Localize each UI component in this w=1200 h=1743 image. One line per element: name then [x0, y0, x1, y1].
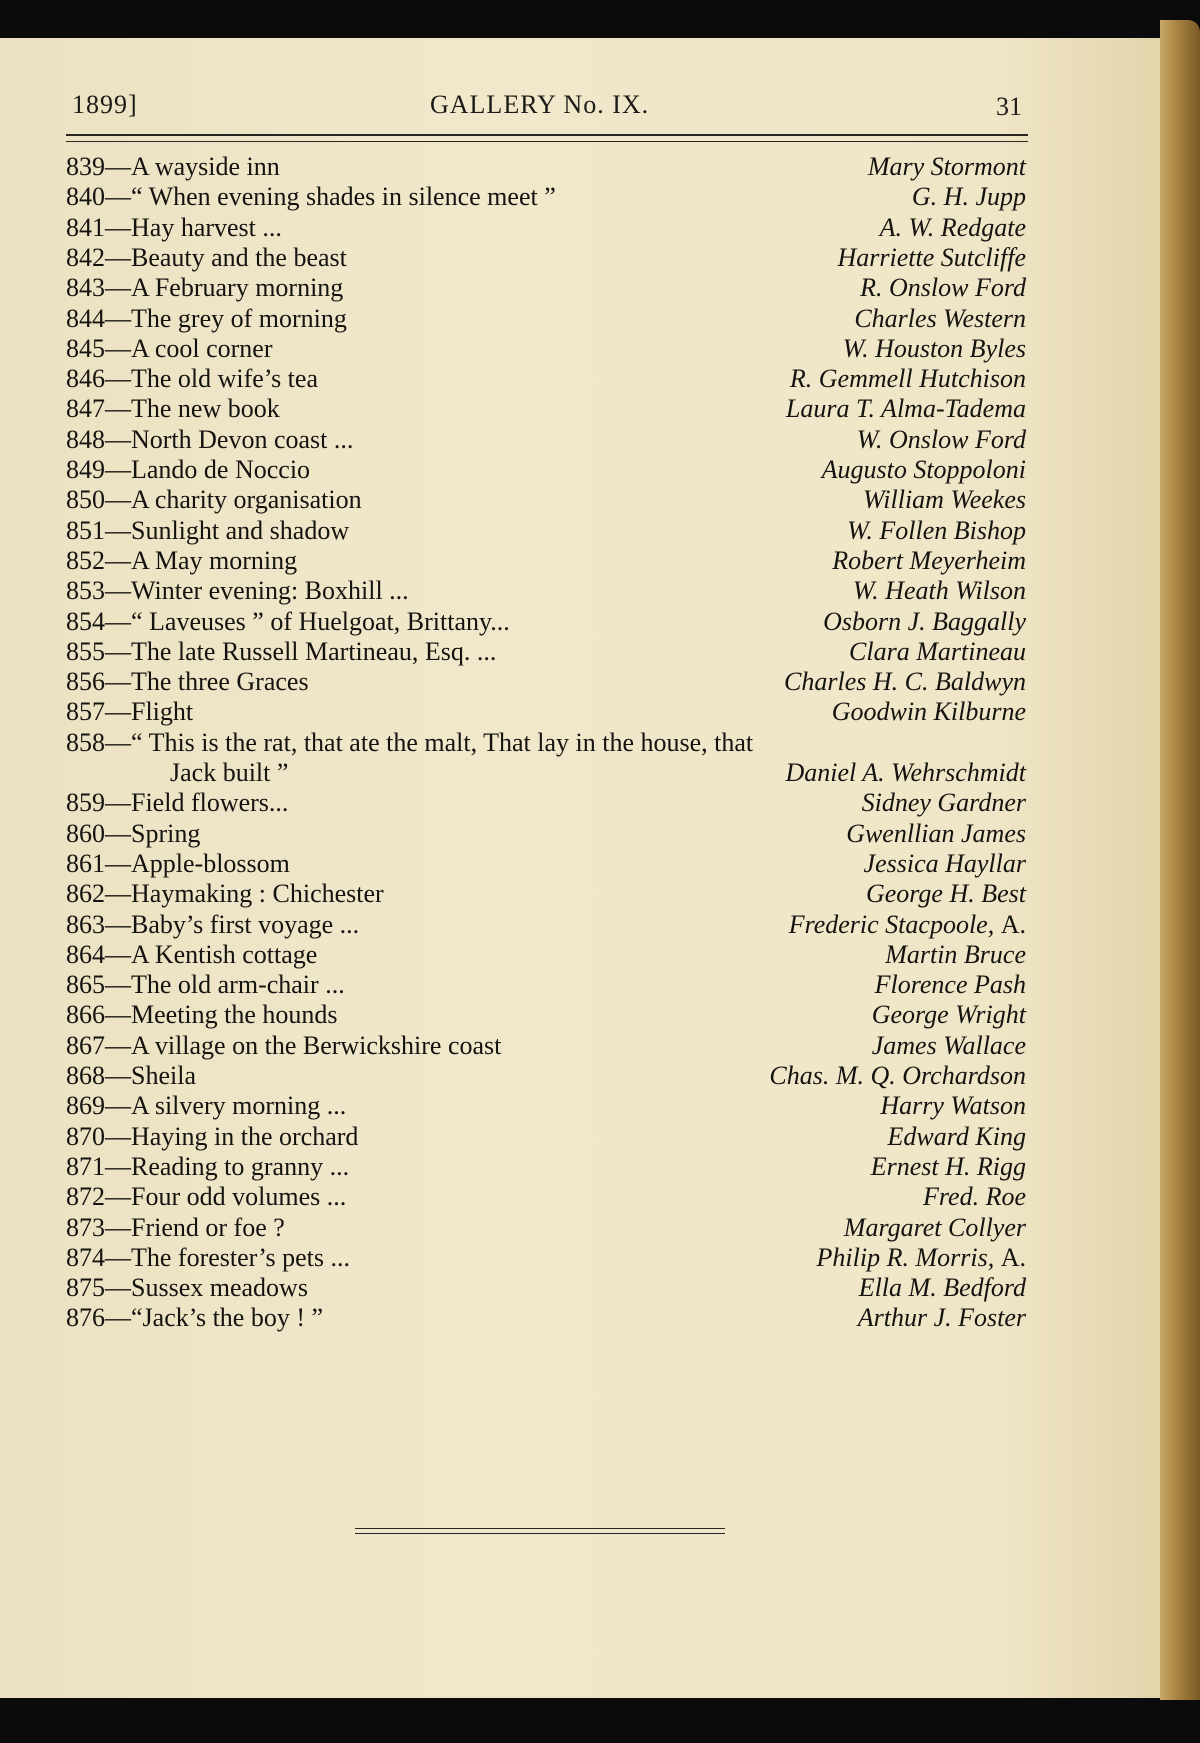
- catalogue-entry: [66, 544, 1026, 578]
- entry-title: 856—The three Graces: [66, 667, 309, 697]
- artist-name: Harriette Sutcliffe: [837, 242, 1026, 272]
- entry-title: 841—Hay harvest ...: [66, 212, 282, 242]
- artist-name: Martin Bruce: [885, 939, 1026, 969]
- entry-title: 860—Spring: [66, 818, 201, 848]
- artist-name: Charles H. C. Baldwyn: [784, 667, 1026, 697]
- catalogue-entry: [66, 968, 1026, 1002]
- artist-name: Fred. Roe: [923, 1182, 1026, 1212]
- catalogue-entry: [66, 211, 1026, 245]
- catalogue-entry: [66, 847, 1026, 881]
- catalogue-entry: [66, 938, 1026, 972]
- artist-name: Edward King: [887, 1121, 1026, 1151]
- artist-name: Florence Pash: [874, 970, 1026, 1000]
- artist-name: Robert Meyerheim: [832, 545, 1026, 575]
- entry-artist: [888, 1120, 1026, 1154]
- page-number: 31: [996, 92, 1022, 121]
- entry-title: 858—“ This is the rat, that ate the malt, That lay in the house, that: [66, 727, 754, 757]
- entry-artist: [858, 1301, 1026, 1335]
- entry-title: 872—Four odd volumes ...: [66, 1182, 347, 1212]
- entry-artist: [822, 453, 1026, 487]
- catalogue-entry: [66, 332, 1026, 366]
- entry-artist: [784, 665, 1026, 699]
- artist-name: Gwenllian James: [846, 818, 1026, 848]
- entry-artist: [786, 756, 1027, 790]
- entry-title: 864—A Kentish cottage: [66, 939, 318, 969]
- artist-name: Chas. M. Q. Orchardson: [769, 1061, 1026, 1090]
- catalogue-entry: [66, 1120, 1026, 1154]
- catalogue-entry: [66, 605, 1026, 639]
- catalogue-entry: [66, 271, 1026, 305]
- artist-name: Clara Martineau: [849, 636, 1026, 666]
- entry-artist: [832, 544, 1026, 578]
- entry-artist: [923, 1180, 1026, 1214]
- header-title: GALLERY No. IX.: [430, 90, 650, 119]
- entry-title: 875—Sussex meadows: [66, 1273, 308, 1303]
- entry-artist: [857, 423, 1026, 457]
- entry-title: 868—Sheila: [66, 1061, 196, 1090]
- entry-title: 859—Field flowers...: [66, 788, 289, 818]
- entry-artist: [862, 786, 1026, 820]
- entry-artist: [823, 605, 1026, 639]
- entry-artist: [832, 695, 1026, 729]
- entry-artist: [885, 938, 1026, 972]
- catalogue-entry: [66, 1241, 1026, 1275]
- entry-title: 862—Haymaking : Chichester: [66, 879, 384, 909]
- catalogue-entry: [66, 1089, 1026, 1123]
- entry-artist: [880, 1089, 1026, 1123]
- entry-artist: [769, 1059, 1026, 1093]
- header-year: 1899]: [72, 90, 138, 119]
- entry-title: 853—Winter evening: Boxhill ...: [66, 576, 409, 606]
- catalogue-entry: [66, 908, 1026, 942]
- catalogue-entry: [66, 150, 1026, 184]
- catalogue-entry: [66, 817, 1026, 851]
- end-rule: [355, 1528, 725, 1534]
- entry-artist: [844, 1211, 1026, 1245]
- entry-artist: [872, 1029, 1026, 1063]
- catalogue-entry: [66, 241, 1026, 275]
- artist-name: W. Follen Bishop: [847, 515, 1026, 545]
- entry-title: 852—A May morning: [66, 545, 298, 575]
- entry-title: 865—The old arm-chair ...: [66, 970, 345, 1000]
- header-rule: [66, 134, 1028, 142]
- entry-title: 871—Reading to granny ...: [66, 1151, 350, 1181]
- entry-title: 851—Sunlight and shadow: [66, 515, 350, 545]
- catalogue-entry: [66, 362, 1026, 396]
- entry-artist: [875, 968, 1026, 1002]
- artist-name: Goodwin Kilburne: [831, 697, 1026, 727]
- entry-title: 855—The late Russell Martineau, Esq. ...: [66, 636, 497, 666]
- entry-artist: [859, 1271, 1026, 1305]
- entry-artist: [817, 1241, 1026, 1275]
- entry-title: 849—Lando de Noccio: [66, 455, 311, 484]
- catalogue-entry: [66, 514, 1026, 548]
- entry-title: 842—Beauty and the beast: [66, 242, 347, 272]
- entry-artist: [854, 302, 1026, 336]
- catalogue-entry: [66, 877, 1026, 911]
- entry-title: 844—The grey of morning: [66, 303, 347, 333]
- catalogue-entry: [66, 453, 1026, 487]
- catalogue-entry: [66, 998, 1026, 1032]
- artist-name: A. W. Redgate: [879, 212, 1026, 242]
- catalogue-entry: [66, 1150, 1026, 1184]
- entry-artist: [866, 877, 1026, 911]
- artist-name: Harry Watson: [880, 1091, 1026, 1121]
- entry-title: 867—A village on the Berwickshire coast: [66, 1030, 502, 1060]
- artist-name: Margaret Collyer: [843, 1212, 1026, 1242]
- catalogue-entry: [66, 1180, 1026, 1214]
- entry-artist: [846, 817, 1026, 851]
- entry-title: 850—A charity organisation: [66, 485, 362, 515]
- artist-name: Mary Stormont: [867, 152, 1026, 181]
- entry-artist: [843, 332, 1026, 366]
- artist-name: Jessica Hayllar: [863, 848, 1026, 878]
- catalogue-entry: [66, 1271, 1026, 1305]
- catalogue-entry: [66, 635, 1026, 669]
- artist-name: Ernest H. Rigg: [870, 1151, 1026, 1181]
- entry-artist: [838, 241, 1026, 275]
- catalogue-entry: [66, 726, 1026, 760]
- entry-artist: [789, 908, 1026, 942]
- artist-name: Augusto Stoppoloni: [821, 455, 1026, 484]
- entry-artist: [853, 574, 1026, 608]
- entry-title: 863—Baby’s first voyage ...: [66, 909, 360, 939]
- catalogue-entry: [66, 392, 1026, 426]
- artist-name: R. Onslow Ford: [860, 273, 1026, 303]
- artist-name: Sidney Gardner: [861, 788, 1026, 818]
- associate-suffix: A.: [1000, 1242, 1026, 1272]
- artist-name: W. Houston Byles: [842, 333, 1026, 363]
- artist-name: Ella M. Bedford: [858, 1273, 1026, 1303]
- artist-name: George H. Best: [865, 879, 1026, 909]
- catalogue-entry: [66, 695, 1026, 729]
- catalogue-entry: [66, 574, 1026, 608]
- scan-background: [0, 1700, 1200, 1743]
- entry-title: 840—“ When evening shades in silence meet ”: [66, 182, 556, 212]
- entry-artist: [871, 1150, 1026, 1184]
- catalogue-entry: [66, 786, 1026, 820]
- artist-name: Laura T. Alma-Tadema: [785, 394, 1026, 424]
- artist-name: W. Heath Wilson: [852, 576, 1026, 606]
- catalogue-entry: [66, 302, 1026, 336]
- artist-name: Osborn J. Baggally: [823, 606, 1026, 636]
- entry-title: Jack built ”: [170, 758, 289, 787]
- entry-artist: [860, 271, 1026, 305]
- entry-title: 857—Flight: [66, 697, 194, 727]
- artist-name: R. Gemmell Hutchison: [789, 364, 1026, 394]
- entry-title: 854—“ Laveuses ” of Huelgoat, Brittany...: [66, 606, 510, 636]
- artist-name: Frederic Stacpoole,: [788, 909, 995, 939]
- running-head: [0, 90, 1175, 130]
- entry-title: 870—Haying in the orchard: [66, 1121, 359, 1151]
- catalogue-entry: [66, 756, 1026, 790]
- entry-title: 873—Friend or foe ?: [66, 1212, 285, 1242]
- catalogue-entry: [66, 665, 1026, 699]
- catalogue-entry: [66, 1029, 1026, 1063]
- entry-title: 869—A silvery morning ...: [66, 1091, 347, 1121]
- entry-title: 861—Apple-blossom: [66, 848, 290, 878]
- catalogue-entry: [66, 483, 1026, 517]
- entry-title: 845—A cool corner: [66, 333, 273, 363]
- entry-artist: [863, 483, 1026, 517]
- entry-artist: [847, 514, 1026, 548]
- artist-name: W. Onslow Ford: [856, 424, 1026, 454]
- entry-artist: [790, 362, 1026, 396]
- entry-title: 846—The old wife’s tea: [66, 364, 318, 394]
- artist-name: George Wright: [871, 1000, 1026, 1030]
- catalogue-entry: [66, 423, 1026, 457]
- page-edge: [1160, 20, 1200, 1710]
- entry-artist: [868, 150, 1026, 184]
- catalogue-entry: [66, 1301, 1026, 1335]
- artist-name: James Wallace: [871, 1030, 1026, 1060]
- entry-artist: [864, 847, 1026, 881]
- artist-name: G. H. Jupp: [911, 182, 1026, 212]
- entry-title: 839—A wayside inn: [66, 152, 280, 181]
- artist-name: Arthur J. Foster: [857, 1303, 1026, 1333]
- entry-title: 848—North Devon coast ...: [66, 424, 354, 454]
- entry-title: 874—The forester’s pets ...: [66, 1242, 351, 1272]
- artist-name: Philip R. Morris,: [816, 1242, 995, 1272]
- catalogue-entry: [66, 1211, 1026, 1245]
- catalogue-entry: [66, 180, 1026, 214]
- associate-suffix: A.: [1000, 909, 1026, 939]
- entry-artist: [880, 211, 1026, 245]
- artist-name: Daniel A. Wehrschmidt: [785, 758, 1026, 787]
- catalogue-entry: [66, 1059, 1026, 1093]
- entry-title: 866—Meeting the hounds: [66, 1000, 338, 1030]
- entry-artist: [872, 998, 1026, 1032]
- entry-title: 847—The new book: [66, 394, 280, 424]
- entry-title: 876—“Jack’s the boy ! ”: [66, 1303, 324, 1333]
- artist-name: William Weekes: [863, 485, 1026, 515]
- entry-artist: [849, 635, 1026, 669]
- artist-name: Charles Western: [854, 303, 1026, 333]
- entry-artist: [912, 180, 1026, 214]
- entry-title: 843—A February morning: [66, 273, 344, 303]
- entry-artist: [786, 392, 1026, 426]
